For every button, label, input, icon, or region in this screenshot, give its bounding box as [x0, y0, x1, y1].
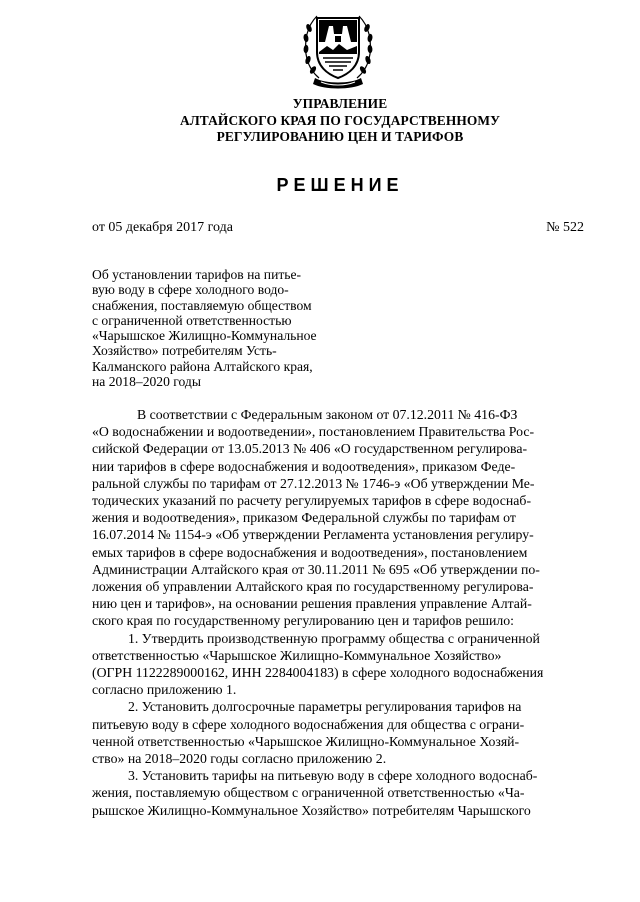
coat-of-arms-emblem — [301, 8, 375, 90]
document-body — [92, 406, 584, 819]
header-line-1: УПРАВЛЕНИЕ — [292, 96, 388, 111]
document-title: РЕШЕНИЕ — [276, 175, 404, 195]
preamble-paragraph: В соответствии с Федеральным законом от 07.12.2011 № 416-ФЗ «О водоснабжении и водоотведении», постановлением Правительства Рос- сийской Федерации от 13.05.2013 № 406 «О государственном регулирова- нии тарифов в сфере водоснабжения и водоотведения», приказом Феде- ральной службы по тарифам от 27.12.2013 № 1746-э «Об утверждении Ме- тодических указаний по расчету регулируемых тарифов в сфере водоснаб- жения и водоотведения», приказом Федеральной службы по тарифам от 16.07.2014 № 1154-э «Об утверждении Регламента установления регулиру- емых тарифов в сфере водоснабжения и водоотведения», постановлением Администрации Алтайского края от 30.11.2011 № 695 «Об утверждении по- ложения об управлении Алтайского края по государственному регулирова- нию цен и тарифов», на основании решения правления управление Алтай- ского края по государственному регулированию цен и тарифов решило: — [92, 407, 540, 629]
document-date: от 05 декабря 2017 года — [92, 220, 233, 235]
decision-item-3: 3. Установить тарифы на питьевую воду в сфере холодного водоснаб- жения, поставляемую обществом с ограниченной ответственностью «Ча- рышское Жилищно-Коммунальное Хозяйство» потребителям Чарышского — [92, 768, 538, 818]
header-line-3: РЕГУЛИРОВАНИЮ ЦЕН И ТАРИФОВ — [216, 129, 464, 144]
document-number: № 522 — [546, 220, 584, 235]
decision-item-2: 2. Установить долгосрочные параметры регулирования тарифов на питьевую воду в сфере холодного водоснабжения для общества с ограни- ченной ответственностью «Чарышское Жилищно-Коммунальное Хозяй- ство» на 2018–2020 годы согласно приложению 2. — [92, 699, 525, 767]
document-subject: Об установлении тарифов на питье- вую воду в сфере холодного водо- снабжения, поставляемую обществом с ограниченной ответственностью «Чарышское Жилищно-Коммунальное Хозяйство» потребителям Усть- Калманского района Алтайского края, на 2018–2020 годы — [92, 267, 317, 390]
organization-header — [0, 96, 640, 146]
header-line-2: АЛТАЙСКОГО КРАЯ ПО ГОСУДАРСТВЕННОМУ — [179, 112, 501, 128]
decision-item-1: 1. Утвердить производственную программу общества с ограниченной ответственностью «Чарышское Жилищно-Коммунальное Хозяйство» (ОГРН 1122289000162, ИНН 2284004183) в сфере холодного водоснабжения согласно приложению 1. — [92, 630, 544, 698]
